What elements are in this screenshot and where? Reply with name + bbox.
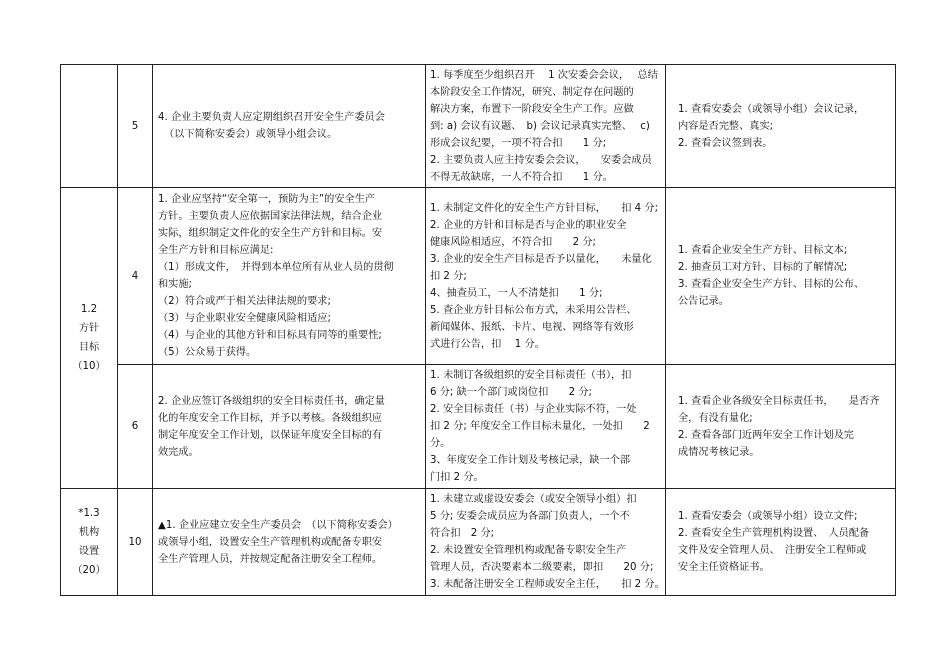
- score-cell: [118, 65, 153, 188]
- standard-line: 和实施;: [158, 279, 192, 290]
- standard-line: ▲1. 企业应建立安全生产委员会 （以下简称安委会）: [158, 519, 398, 531]
- category-line: 机构: [78, 527, 100, 538]
- rule-line: 扣 2 分;: [430, 270, 467, 282]
- rule-line: 解决方案，布置下一阶段安全生产工作。应做: [430, 103, 634, 115]
- method-line: 1. 查看企业各级安全目标责任书， 是否齐: [678, 395, 880, 407]
- method-line: 公告记录。: [678, 296, 729, 307]
- scoring-rules-cell: [426, 489, 666, 596]
- rule-line: 1. 未制订各级组织的安全目标责任（书），扣: [430, 370, 632, 381]
- rule-line: 扣 2 分; 年度安全工作目标未量化，一处扣 2: [430, 421, 650, 432]
- rule-line: 2. 企业的方针和目标是否与企业的职业安全: [430, 219, 627, 231]
- table-row: [61, 65, 896, 188]
- score-cell: [118, 489, 153, 596]
- category-cell: [61, 188, 118, 489]
- assessment-method-cell: [666, 365, 896, 489]
- standard-line: （2）符合或严于相关法律法规的要求;: [158, 296, 331, 307]
- standard-line: 1. 企业应坚持“安全第一，预防为主”的安全生产: [158, 194, 376, 205]
- standard-line: 方针。主要负责人应依据国家法律法规，结合企业: [158, 211, 383, 222]
- method-line: 成情况考核记录。: [678, 446, 760, 458]
- rule-line: 2. 未设置安全管理机构或配备专职安全生产: [430, 545, 627, 556]
- standard-cell: [153, 65, 426, 188]
- method-line: 文件及安全管理人员、 注册安全工程师或: [678, 545, 867, 556]
- rule-line: 符合扣 2 分;: [430, 528, 495, 539]
- method-line: 1. 查看安委会（或领导小组）会议记录，: [678, 103, 865, 115]
- standard-line: 全生产管理人员，并按规定配备注册安全工程师。: [158, 553, 383, 565]
- rule-line: 本阶段安全工作情况，研究、制定存在问题的: [430, 86, 634, 98]
- standard-line: 或领导小组，设置安全生产管理机构或配备专职安: [158, 536, 383, 548]
- scoring-rules-cell: [426, 65, 666, 188]
- rule-line: 3. 未配备注册安全工程师或安全主任， 扣 2 分。: [430, 579, 665, 590]
- assessment-table: [60, 64, 896, 596]
- table-row: [61, 188, 896, 365]
- standard-line: （5）公众易于获得。: [158, 347, 257, 358]
- assessment-method-cell: [666, 188, 896, 365]
- score-value: 10: [128, 536, 142, 548]
- method-line: 内容是否完整、真实;: [678, 120, 774, 132]
- method-line: 1. 查看安委会（或领导小组）设立文件;: [678, 511, 858, 522]
- category-line: *1.3: [78, 508, 100, 519]
- rule-line: 4、抽查员工，一人不清楚扣 1 分;: [430, 287, 603, 299]
- category-line: 方针: [78, 323, 100, 334]
- score-value: 4: [131, 270, 139, 282]
- rule-line: 管理人员，否决要素本二级要素，即扣 20 分;: [430, 562, 654, 573]
- standard-line: 全生产方针和目标应满足:: [158, 245, 274, 256]
- standard-line: 实际，组织制定文件化的安全生产方针和目标。安: [158, 228, 383, 239]
- rule-line: 5 分; 安委会成员应为各部门负责人，一个不: [430, 511, 630, 522]
- standard-line: 制定年度安全工作计划，以保证年度安全目标的有: [158, 429, 383, 441]
- assessment-method-cell: [666, 65, 896, 188]
- rule-line: 形成会议纪要，一项不符合扣 1 分;: [430, 137, 607, 149]
- standard-line: （1）形成文件， 并得到本单位所有从业人员的贯彻: [158, 262, 394, 273]
- rule-line: 健康风险相适应，不符合扣 2 分;: [430, 236, 596, 248]
- score-value: 5: [131, 120, 139, 132]
- category-cell: [61, 65, 118, 188]
- rule-line: 不得无故缺席，一人不符合扣 1 分。: [430, 171, 613, 183]
- score-value: 6: [131, 421, 139, 432]
- method-line: 2. 查看会议签到表。: [678, 137, 773, 149]
- method-line: 2. 查看各部门近两年安全工作计划及完: [678, 429, 854, 441]
- category-cell: [61, 489, 118, 596]
- category-line: 1.2: [80, 304, 98, 315]
- rule-line: 1. 未制定文件化的安全生产方针目标， 扣 4 分;: [430, 202, 658, 214]
- method-line: 2. 查看安全生产管理机构设置、 人员配备: [678, 528, 870, 539]
- scoring-rules-cell: [426, 365, 666, 489]
- method-line: 全，有没有量化;: [678, 412, 753, 424]
- scoring-rules-cell: [426, 188, 666, 365]
- method-line: 安全主任资格证书。: [678, 562, 770, 573]
- standard-line: （以下简称安委会）或领导小组会议。: [164, 129, 338, 140]
- score-cell: [118, 365, 153, 489]
- method-line: 3. 查看企业安全生产方针、目标的公布、: [678, 279, 865, 290]
- rule-line: 2. 安全目标责任（书）与企业实际不符，一处: [430, 404, 637, 415]
- category-line: 目标: [78, 342, 100, 353]
- rule-line: 3、年度安全工作计划及考核记录，缺一个部: [430, 455, 631, 466]
- rule-line: 新闻媒体、报纸、卡片、电视、网络等有效形: [430, 321, 634, 333]
- rule-line: 分。: [430, 438, 451, 449]
- standard-line: （4）与企业的其他方针和目标具有同等的重要性;: [158, 330, 382, 341]
- category-line: 设置: [78, 546, 100, 557]
- standard-line: （3）与企业职业安全健康风险相适应;: [158, 313, 331, 324]
- rule-line: 1. 未建立或虚设安委会（或安全领导小组）扣: [430, 494, 637, 505]
- standard-cell: [153, 365, 426, 489]
- assessment-method-cell: [666, 489, 896, 596]
- standard-line: 效完成。: [158, 446, 199, 458]
- standard-line: 2. 企业应签订各级组织的安全目标责任书，确定量: [158, 395, 385, 407]
- score-cell: [118, 188, 153, 365]
- method-line: 1. 查看企业安全生产方针、目标文本;: [678, 245, 848, 256]
- rule-line: 1. 每季度至少组织召开 1 次安委会会议， 总结: [430, 69, 658, 81]
- rule-line: 5. 查企业方针目标公布方式，未采用公告栏、: [430, 304, 637, 316]
- standard-line: 4. 企业主要负责人应定期组织召开安全生产委员会: [158, 112, 385, 123]
- category-line: （10）: [72, 361, 106, 372]
- category-line: （20）: [72, 565, 106, 576]
- rule-line: 2. 主要负责人应主持安委会会议， 安委会成员: [430, 154, 652, 166]
- method-line: 2. 抽查员工对方针、目标的了解情况;: [678, 262, 848, 273]
- table-row: [61, 489, 896, 596]
- standard-cell: [153, 489, 426, 596]
- standard-cell: [153, 188, 426, 365]
- rule-line: 到: a) 会议有议题、 b) 会议记录真实完整、 c): [430, 120, 650, 132]
- standard-line: 化的年度安全工作目标，并予以考核。各级组织应: [158, 412, 383, 424]
- rule-line: 式进行公告，扣 1 分。: [430, 338, 545, 350]
- table-row: [61, 365, 896, 489]
- rule-line: 门扣 2 分。: [430, 472, 484, 483]
- rule-line: 6 分; 缺一个部门或岗位扣 2 分;: [430, 387, 592, 398]
- rule-line: 3. 企业的安全生产目标是否予以量化， 未量化: [430, 253, 652, 265]
